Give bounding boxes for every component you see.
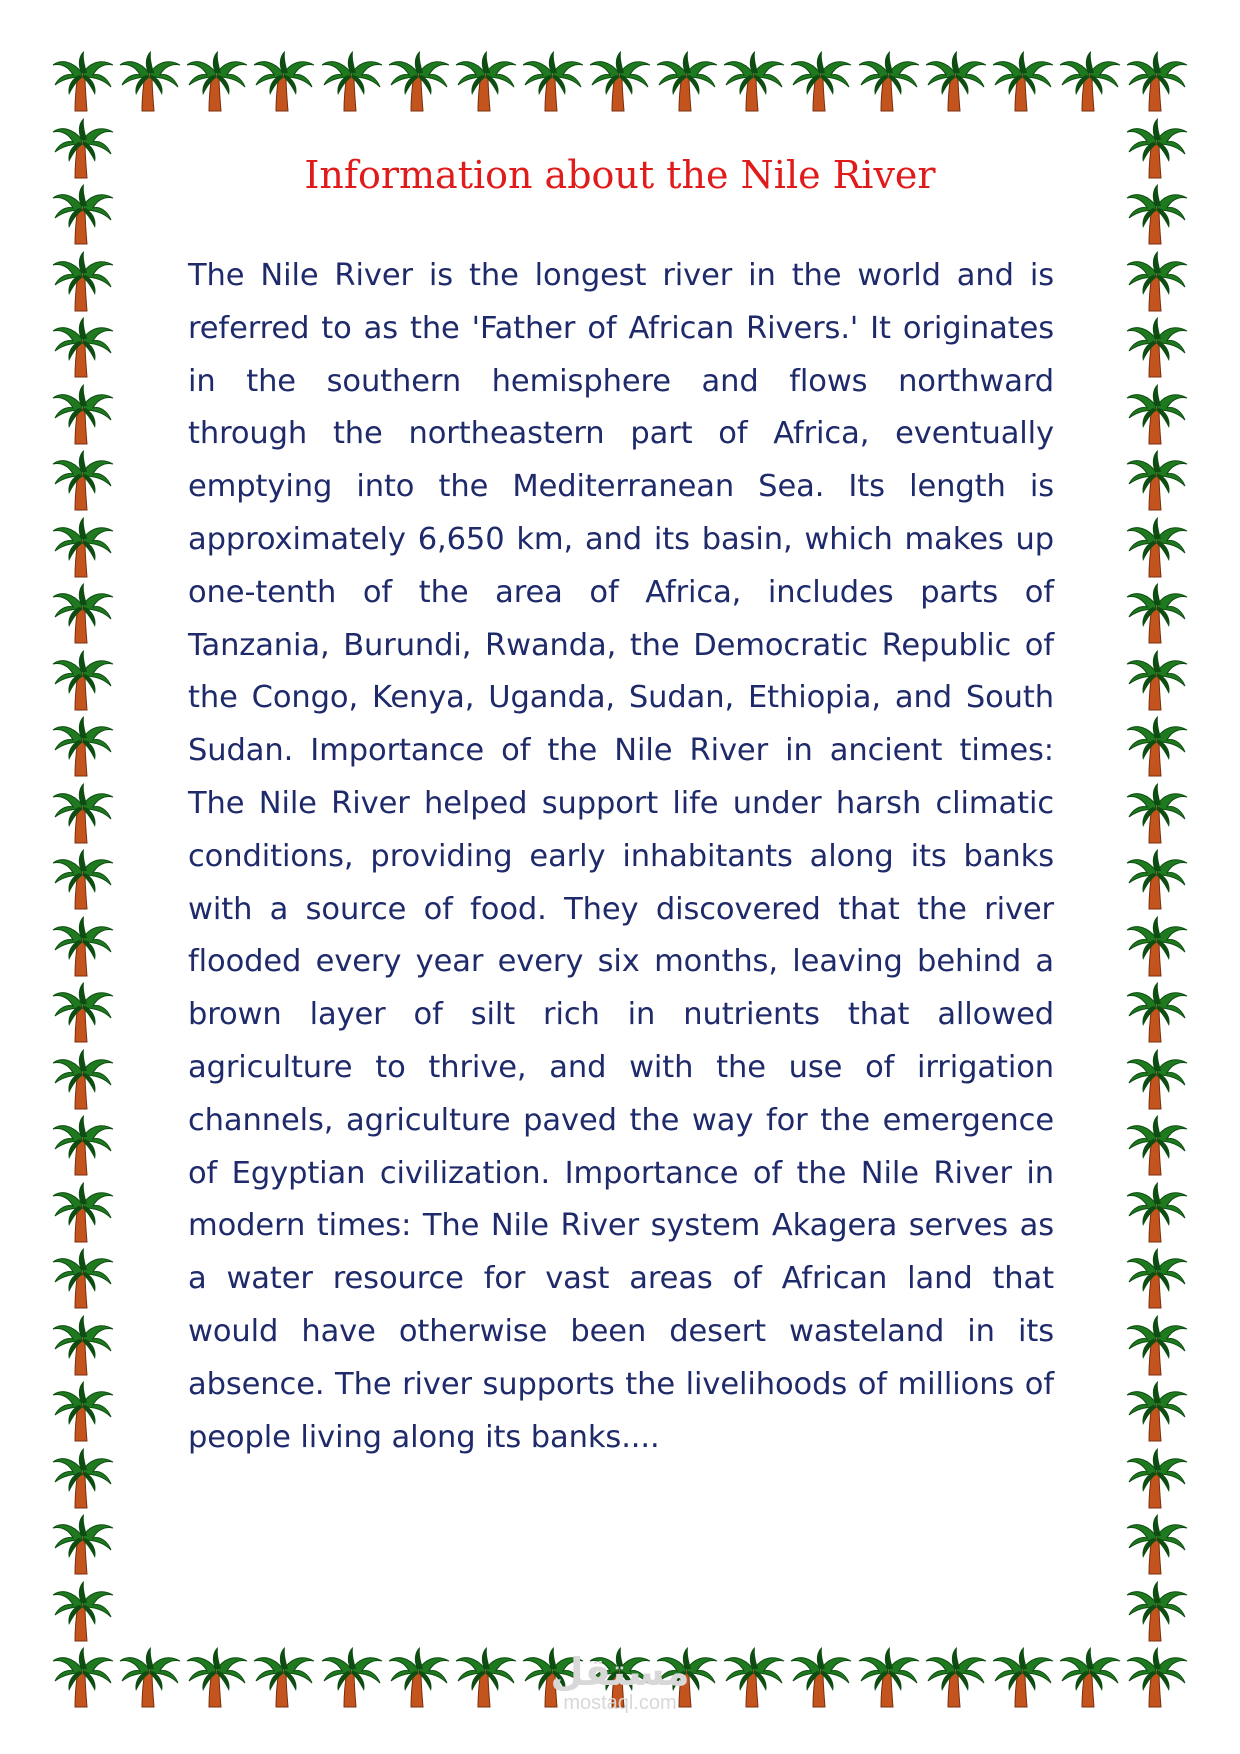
palm-tree-icon <box>320 1645 384 1711</box>
palm-tree-icon <box>655 49 719 115</box>
palm-tree-icon <box>51 1180 115 1246</box>
palm-tree-icon <box>1125 781 1189 847</box>
palm-tree-icon <box>1125 315 1189 381</box>
palm-tree-icon <box>51 382 115 448</box>
body-text: The Nile River is the longest river in the world and is referred to as the 'Father of African Rivers.' It originates in the southern hemisphere and flows northward through the northeastern part of Africa, eventually emptying into the Mediterranean Sea. Its length is approximately 6,650 km, and its basin, which makes up one-tenth of the area of Africa, includes parts of Tanzania, Burundi, Rwanda, the Democratic Republic of the Congo, Kenya, Uganda, Sudan, Ethiopia, and South Sudan. Importance of the Nile River in ancient times: The Nile River helped support life under harsh climatic conditions, providing early inhabitants along its banks with a source of food. They discovered that the river flooded every year every six months, leaving behind a brown layer of silt rich in nutrients that allowed agriculture to thrive, and with the use of irrigation channels, agriculture paved the way for the emergence of Egyptian civilization. Importance of the Nile River in modern times: The Nile River system Akagera serves as a water resource for vast areas of African land that would have otherwise been desert wasteland in its absence. The river supports the livelihoods of millions of people living along its banks.... <box>188 258 1054 1455</box>
palm-tree-icon <box>1125 382 1189 448</box>
page-title: Information about the Nile River <box>304 153 936 197</box>
palm-tree-icon <box>521 49 585 115</box>
palm-tree-icon <box>51 581 115 647</box>
palm-tree-icon <box>118 1645 182 1711</box>
palm-tree-icon <box>51 1512 115 1578</box>
palm-tree-icon <box>588 49 652 115</box>
palm-tree-icon <box>1125 714 1189 780</box>
palm-tree-icon <box>387 1645 451 1711</box>
palm-tree-icon <box>1125 1246 1189 1312</box>
palm-tree-icon <box>51 980 115 1046</box>
palm-tree-icon <box>51 1645 115 1711</box>
palm-tree-icon <box>51 1246 115 1312</box>
palm-tree-icon <box>857 49 921 115</box>
palm-tree-icon <box>185 1645 249 1711</box>
palm-tree-icon <box>51 515 115 581</box>
palm-tree-icon <box>51 1113 115 1179</box>
palm-tree-icon <box>118 49 182 115</box>
palm-tree-icon <box>51 1379 115 1445</box>
palm-tree-icon <box>51 781 115 847</box>
palm-tree-icon <box>454 49 518 115</box>
palm-tree-icon <box>789 49 853 115</box>
palm-tree-icon <box>1125 581 1189 647</box>
palm-tree-icon <box>252 49 316 115</box>
palm-tree-icon <box>51 714 115 780</box>
palm-tree-icon <box>252 1645 316 1711</box>
palm-tree-icon <box>1125 249 1189 315</box>
palm-tree-icon <box>1125 515 1189 581</box>
palm-tree-icon <box>1125 847 1189 913</box>
palm-tree-icon <box>51 1579 115 1645</box>
palm-tree-icon <box>857 1645 921 1711</box>
palm-tree-icon <box>991 1645 1055 1711</box>
palm-tree-icon <box>387 49 451 115</box>
palm-tree-icon <box>722 49 786 115</box>
palm-tree-icon <box>1125 980 1189 1046</box>
palm-tree-icon <box>51 49 115 115</box>
palm-tree-icon <box>51 448 115 514</box>
palm-tree-icon <box>51 1047 115 1113</box>
palm-tree-icon <box>320 49 384 115</box>
palm-tree-icon <box>51 914 115 980</box>
palm-tree-icon <box>1125 448 1189 514</box>
palm-tree-icon <box>1125 1180 1189 1246</box>
palm-tree-icon <box>1125 1579 1189 1645</box>
palm-tree-icon <box>1125 1379 1189 1445</box>
palm-tree-icon <box>1058 1645 1122 1711</box>
watermark <box>540 1652 700 1714</box>
palm-tree-icon <box>51 648 115 714</box>
palm-tree-icon <box>1125 49 1189 115</box>
palm-tree-icon <box>51 847 115 913</box>
palm-tree-icon <box>1058 49 1122 115</box>
watermark-logo-text: مستقل <box>550 1650 690 1694</box>
watermark-domain: mostaql.com <box>563 1692 677 1714</box>
palm-tree-icon <box>924 1645 988 1711</box>
palm-tree-icon <box>1125 1645 1189 1711</box>
palm-tree-icon <box>51 315 115 381</box>
palm-tree-icon <box>1125 1113 1189 1179</box>
palm-tree-icon <box>1125 1512 1189 1578</box>
palm-tree-icon <box>1125 648 1189 714</box>
palm-tree-icon <box>1125 914 1189 980</box>
palm-tree-icon <box>51 1313 115 1379</box>
palm-tree-icon <box>991 49 1055 115</box>
palm-tree-icon <box>1125 1446 1189 1512</box>
palm-tree-icon <box>789 1645 853 1711</box>
palm-tree-icon <box>1125 1313 1189 1379</box>
palm-tree-icon <box>1125 1047 1189 1113</box>
palm-tree-icon <box>51 1446 115 1512</box>
palm-tree-icon <box>454 1645 518 1711</box>
palm-tree-icon <box>722 1645 786 1711</box>
palm-tree-icon <box>185 49 249 115</box>
palm-tree-icon <box>51 249 115 315</box>
palm-tree-icon <box>924 49 988 115</box>
